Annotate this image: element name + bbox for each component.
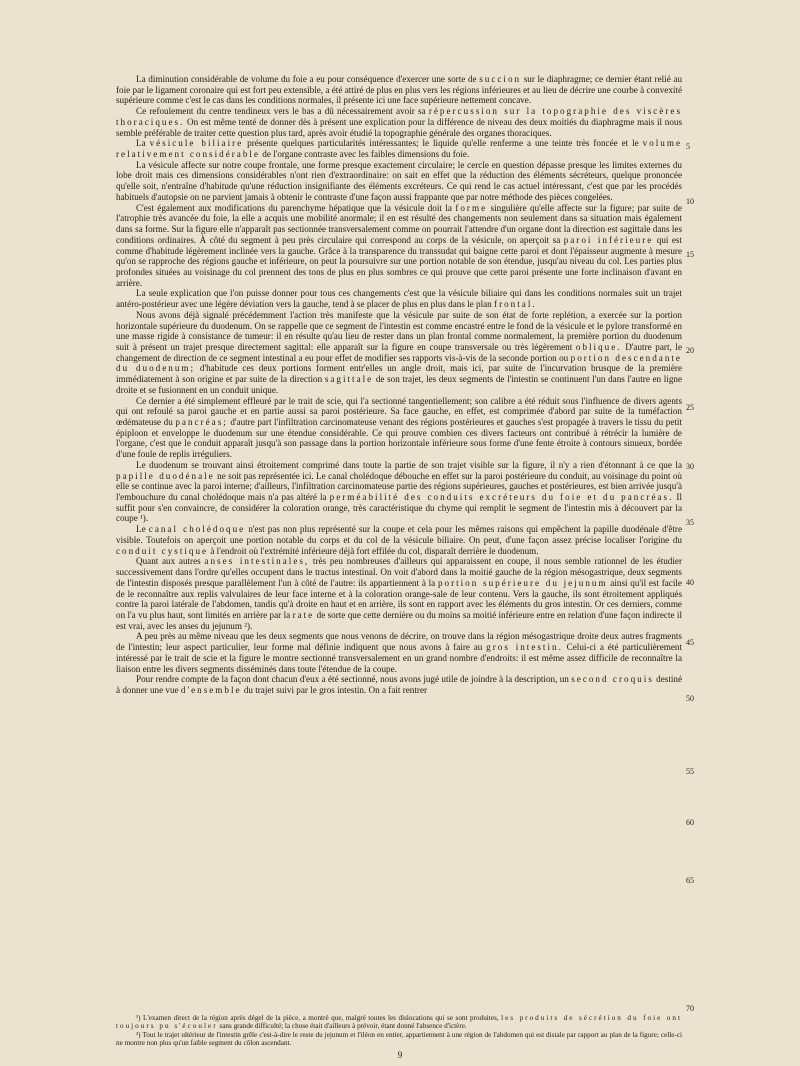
- main-text: [116, 74, 682, 696]
- line-number: 20: [686, 346, 694, 355]
- paragraph-8: Ce dernier a été simplement effleuré par le trait de scie, qui l'a sectionné tangentiellement; son calibre a été réduit sous l'influence de divers agents qui ont refoulé sa paroi gauche et en partie aussi sa paroi postérieure. Sa face gauche, en effet, est comprimée d'abord par suite de la tuméfaction œdémateuse du pancréas; d'autre part l'infiltration carcinomateuse venant des régions postérieures et gauches s'est propagée à travers le tissu du petit épiploon et enveloppe le duodenum sur une étendue considérable. Ce qui prouve combien ces divers facteurs ont contribué à rétrécir la lumière de l'organe, c'est que le conduit apparaît jusqu'à son passage dans la portion horizontale inférieure sous forme d'une fente étroite à contours sinueux, bordée d'une foule de replis irréguliers.: [116, 395, 682, 460]
- paragraph-3: La vésicule biliaire présente quelques particularités intéressantes; le liquide qu'elle renferme a une teinte très foncée et le volume relativement considérable de l'organe contraste avec les faibles dimensions du foie.: [116, 138, 683, 160]
- paragraph-10: Le canal cholédoque n'est pas non plus représenté sur la coupe et cela pour les mêmes raisons qui empêchent la papille duodénale d'être visible. Toutefois on aperçoit une portion notable du corps et du col de la vésicule biliaire. On peut, d'une façon assez précise localiser l'origine du conduit cystique à l'endroit où l'extrémité inférieure déjà fort effilée du col, disparaît derrière le duodenum.: [116, 524, 683, 556]
- line-number: 40: [686, 578, 694, 587]
- line-number: 30: [686, 462, 694, 471]
- line-number: 10: [686, 197, 694, 206]
- paragraph-9: Le duodenum se trouvant ainsi étroitement comprimé dans toute la partie de son trajet visible sur la figure, il n'y a rien d'étonnant à ce que la papille duodénale ne soit pas représentée ici. Le canal cholédoque débouche en effet sur la paroi postérieure du conduit, au voisinage du point où elle se continue avec la paroi interne; d'ailleurs, l'infiltration carcinomateuse partie des régions supérieures, gauches et postérieures, est bien arrivée jusqu'à l'embouchure du canal cholédoque mais n'a pas altéré la perméabilité des conduits excréteurs du foie et du pancréas. Il suffit pour s'en convaincre, de considérer la coloration orange, très caractéristique du chyme qui remplit le segment de l'intestin mis à découvert par la coupe ¹).: [116, 459, 682, 524]
- paragraph-7: Nous avons déjà signalé précédemment l'action très manifeste que la vésicule par suite de son état de forte replétion, a exercée sur la portion horizontale supérieure du duodenum. On se rappelle que ce segment de l'intestin est comme encastré entre le fond de la vésicule et le pylore transformé en une masse rigide à consistance de tumeur: il en résulte qu'au lieu de rester dans un plan frontal comme normalement, la première portion du duodenum suit à présent un trajet presque directement sagittal: elle apparaît sur la figure en coupe transversale ou très légèrement oblique. D'autre part, le changement de direction de ce segment intestinal a eu pour effet de modifier ses rapports vis-à-vis de la seconde portion ou portion descendante du duodenum; d'habitude ces deux portions forment entr'elles un angle droit, mais ici, par suite de l'incurvation brusque de la première immédiatement à son origine et par suite de la direction sagittale de son trajet, les deux segments de l'intestin se continuent l'un dans l'autre en ligne droite et se fusionnent en un conduit unique.: [116, 309, 683, 395]
- page-number: 9: [397, 1050, 403, 1060]
- line-number: 15: [686, 250, 694, 259]
- footnotes: [116, 1014, 682, 1047]
- footnote-1: ¹) L'examen direct de la région après dégel de la pièce, a montré que, malgré toutes les dislocations qui se sont produites, les produits de sécrétion du foie ont toujours pu s'écouler sans grande difficulté; la chose était d'ailleurs à prévoir, étant donné l'absence d'ictère.: [116, 1014, 682, 1031]
- line-numbers: [686, 0, 726, 1066]
- line-number: 5: [686, 142, 690, 151]
- paragraph-4: La vésicule affecte sur notre coupe frontale, une forme presque exactement circulaire; le cercle en question dépasse presque les limites externes du lobe droit mais ces dimensions considérables n'ont rien d'extraordinaire: on sait en effet que la réduction des éléments sécréteurs, quelque prononcée qu'elle soit, n'entraîne d'habitude qu'une réduction insignifiante des éléments excréteurs. Ce qui rend le cas actuel intéressant, c'est que par les procédés habituels d'autopsie on ne parvient jamais à obtenir le contraste d'une façon aussi frappante que par notre méthode des pièces congelées.: [116, 159, 682, 202]
- line-number: 50: [686, 694, 694, 703]
- paragraph-6: La seule explication que l'on puisse donner pour tous ces changements c'est que la vésicule biliaire qui dans les conditions normales suit un trajet antéro-postérieur avec une légère déviation vers la gauche, tend à se placer de plus en plus dans le plan frontal.: [116, 288, 682, 310]
- paragraph-13: Pour rendre compte de la façon dont chacun d'eux a été sectionné, nous avons jugé utile de joindre à la description, un second croquis destiné à donner une vue d'ensemble du trajet suivi par le gros intestin. On a fait rentrer: [116, 674, 683, 695]
- paragraph-2: Ce refoulement du centre tendineux vers le bas a dû nécessairement avoir sa répercussion sur la topographie des viscères thoraciques. On est même tenté de donner dès à présent une explication pour la différence de niveau des deux moitiés du diaphragme mais il nous semble préférable de traiter cette question plus tard, après avoir étudié la topographie générale des organes thoraciques.: [116, 106, 682, 138]
- line-number: 35: [686, 518, 694, 527]
- line-number: 70: [686, 1004, 694, 1013]
- paragraph-1: La diminution considérable de volume du foie a eu pour conséquence d'exercer une sorte de succion sur le diaphragme; ce dernier étant relié au foie par le ligament coronaire qui est fort peu extensible, a été attiré de plus en plus vers les régions inférieures et au lieu de décrire une courbe à convexité supérieure comme c'est le cas dans les conditions normales, il présente ici une face supérieure nettement concave.: [116, 74, 683, 106]
- line-number: 65: [686, 876, 694, 885]
- line-number: 25: [686, 403, 694, 412]
- line-number: 55: [686, 767, 694, 776]
- paragraph-5: C'est également aux modifications du parenchyme hépatique que la vésicule doit la forme singulière qu'elle affecte sur la figure; par suite de l'atrophie très avancée du foie, la elle a acquis une mobilité anormale; il en est résulté des changements non seulement dans sa situation mais également dans sa forme. Sur la figure elle n'apparaît pas sectionnée transversalement comme on pourrait l'attendre d'un organe dont la direction est sagittale dans les conditions ordinaires. À côté du segment à peu près circulaire qui correspond au corps de la vésicule, on aperçoit sa paroi inférieure qui est comme d'habitude légèrement inclinée vers la gauche. Grâce à la transparence du transsudat qui baigne cette paroi et dont l'épaisseur augmente à mesure qu'on se rapproche des régions gauche et inférieure, on peut la poursuivre sur une portion notable de son étendue, jusqu'au niveau du col. Les parties plus profondes situées au voisinage du col prennent des tons de plus en plus sombres ce qui prouve que cette paroi présente une forte inclinaison d'avant en arrière.: [116, 202, 683, 288]
- paragraph-11: Quant aux autres anses intestinales, très peu nombreuses d'ailleurs qui apparaissent en coupe, il nous semble rationnel de les étudier successivement dans l'ordre qu'elles occupent dans le tractus intestinal. On voit d'abord dans la moitié gauche de la région mésogastrique, deux segments de l'intestin disposés presque parallèlement l'un à côté de l'autre: ils appartiennent à la portion supérieure du jejunum ainsi qu'il est facile de le reconnaître aux replis valvulaires de leur face interne et à la coloration orange-sale de leur contenu. Vers la gauche, ils sont étroitement appliqués contre la paroi latérale de l'abdomen, tandis qu'à droite en haut et en arrière, ils sont en rapport avec les éléments du gros intestin. Or ces derniers, comme on l'a vu plus haut, sont limités en arrière par la rate de sorte que cette dernière ou du moins sa moitié inférieure entre en relation d'une façon indirecte il est vrai, avec les anses du jejunum ²).: [116, 556, 682, 631]
- line-number: 45: [686, 638, 694, 647]
- footnote-2: ²) Tout le trajet ultérieur de l'intestin grêle c'est-à-dire le reste du jejunum et l'iléon en entier, appartiennent à une région de l'abdomen qui est distale par rapport au plan de la figure; celle-ci ne montre non plus qu'un faible segment du côlon ascendant.: [116, 1030, 682, 1047]
- line-number: 60: [686, 818, 694, 827]
- paragraph-12: A peu près au même niveau que les deux segments que nous venons de décrire, on trouve dans la région mésogastrique droite deux autres fragments de l'intestin; leur aspect particulier, leur forme mal définie indiquent que nous avons à faire au gros intestin. Celui-ci a été particulièrement intéressé par le trait de scie et la figure le montre sectionné transversalement en un grand nombre d'endroits: il est même assez difficile de reconnaître la liaison entre les divers segments disséminés dans toute l'étendue de la coupe.: [116, 631, 682, 674]
